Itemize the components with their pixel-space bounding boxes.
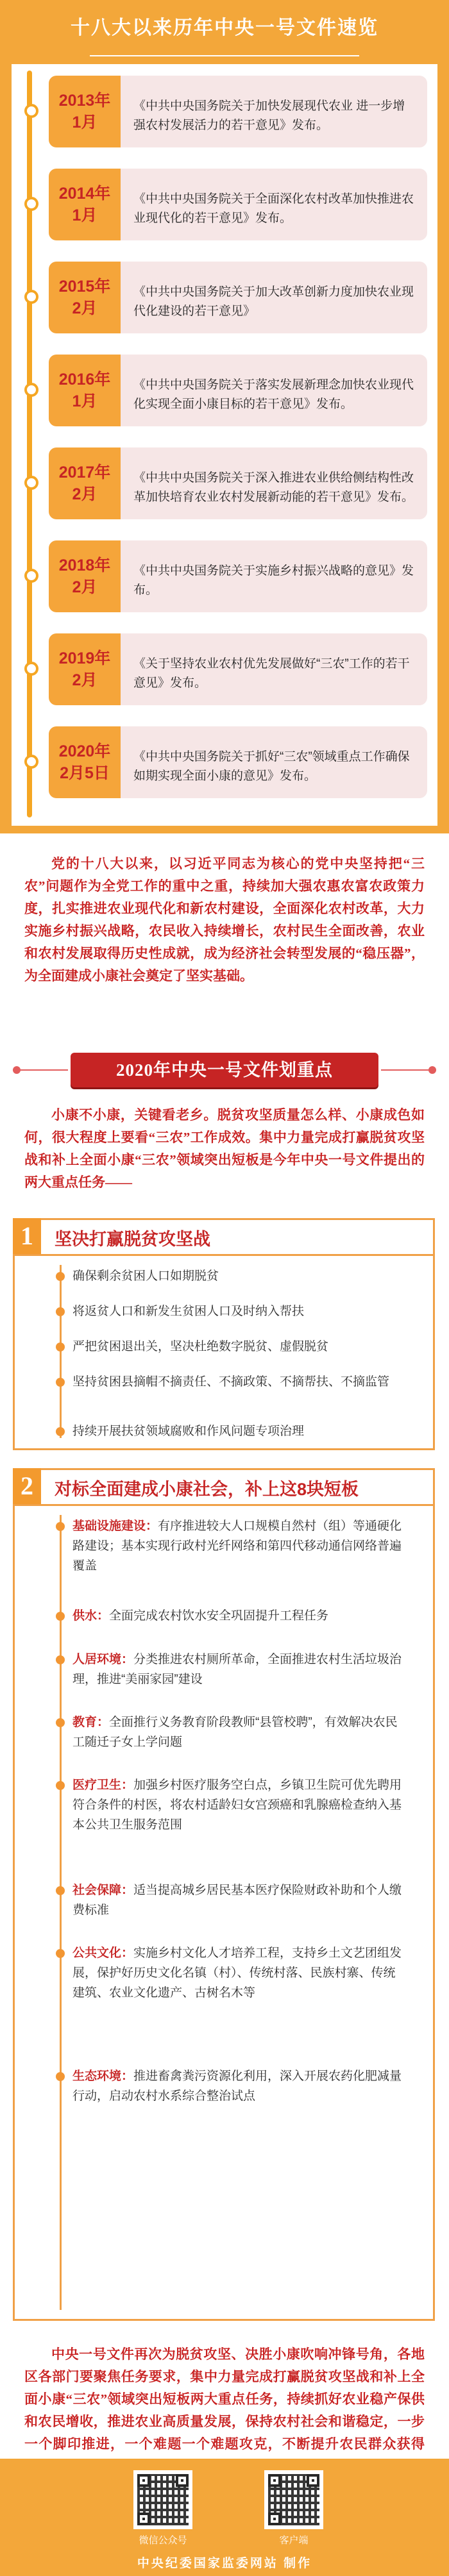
timeline-text bbox=[121, 633, 427, 705]
box1-item bbox=[72, 1421, 406, 1441]
box2-item-key: 人居环境： bbox=[72, 1653, 134, 1666]
box1-item-text: 坚持贫困县摘帽不摘责任、不摘政策、不摘帮扶、不摘监管 bbox=[72, 1375, 390, 1389]
box-bullet-line bbox=[60, 1515, 62, 2310]
wechat-qr-label: 微信公众号 bbox=[139, 2535, 187, 2546]
timeline-dot bbox=[24, 662, 38, 676]
bullet-dot bbox=[56, 1781, 65, 1790]
qr-eye bbox=[268, 2513, 281, 2525]
timeline-date bbox=[49, 169, 121, 240]
timeline-text-content: 《中共中央国务院关于加大改革创新力度加快农业现代化建设的若干意见》 bbox=[133, 285, 414, 318]
timeline-text-content: 《中共中央国务院关于实施乡村振兴战略的意见》发布。 bbox=[133, 564, 414, 597]
timeline-item bbox=[49, 169, 427, 240]
timeline-text-content: 《中共中央国务院关于落实发展新理念加快农业现代化实现全面小康目标的若干意见》发布。 bbox=[133, 378, 414, 411]
timeline-text bbox=[121, 447, 427, 519]
box-bullet-line bbox=[60, 1265, 62, 1438]
box1-item-text: 严把贫困退出关，坚决杜绝数字脱贫、虚假脱贫 bbox=[72, 1340, 329, 1353]
box2-item bbox=[72, 1775, 406, 1835]
box-divider bbox=[13, 1504, 435, 1506]
timeline-text bbox=[121, 355, 427, 426]
box1-item-text: 将返贫人口和新发生贫困人口及时纳入帮扶 bbox=[72, 1305, 305, 1318]
bullet-dot bbox=[56, 1886, 65, 1895]
qr-eye bbox=[307, 2474, 319, 2487]
timeline-date-text: 2019年 2月 bbox=[58, 649, 111, 689]
timeline-text bbox=[121, 262, 427, 333]
footer bbox=[0, 2459, 449, 2576]
box2-item-key: 生态环境： bbox=[72, 2070, 134, 2083]
intro-paragraph: 党的十八大以来，以习近平同志为核心的党中央坚持把“三农”问题作为全党工作的重中之重，持续加大强农惠农富农政策力度，扎实推进农业现代化和新农村建设，全面深化农村改革，大力实施乡村振兴战略，农民收入持续增长，农村民生全面改善，农业和农村发展取得历史性成就，成为经济社会转型发展的“稳压器”，为全面建成小康社会奠定了坚实基础。 bbox=[24, 856, 425, 983]
timeline-date-text: 2016年 1月 bbox=[58, 371, 111, 410]
title-underline bbox=[90, 55, 359, 56]
timeline-text bbox=[121, 169, 427, 240]
timeline-item bbox=[49, 76, 427, 147]
bullet-dot bbox=[56, 1378, 65, 1387]
outro-paragraph: 中央一号文件再次为脱贫攻坚、决胜小康吹响冲锋号角，各地区各部门要聚焦任务要求，集中力量完成打赢脱贫攻坚战和补上全面小康“三农”领域突出短板两大重点任务，持续抓好农业稳产保供和农民增收，推进农业高质量发展，保持农村社会和谐稳定，一步一个脚印推进，一个难题一个难题攻克，不断提升农民群众获得 bbox=[24, 2346, 425, 2452]
box2-item-key: 社会保障： bbox=[72, 1884, 134, 1897]
app-qr-label: 客户端 bbox=[279, 2535, 309, 2546]
bullet-dot bbox=[56, 1307, 65, 1316]
timeline-item bbox=[49, 262, 427, 333]
app-qr-code[interactable] bbox=[264, 2470, 323, 2529]
box2-item-text: 全面推行义务教育阶段教师“县管校聘”，有效解决农民工随迁子女上学问题 bbox=[72, 1716, 398, 1749]
box2-item-text: 加强乡村医疗服务空白点，乡镇卫生院可优先聘用符合条件的村医，将农村适龄妇女宫颈癌和乳腺癌检查纳入基本公共卫生服务范围 bbox=[72, 1778, 402, 1832]
timeline-item bbox=[49, 726, 427, 798]
timeline-date-text: 2018年 2月 bbox=[58, 556, 111, 596]
timeline-dot bbox=[24, 290, 38, 304]
timeline-section bbox=[0, 0, 449, 833]
timeline-text bbox=[121, 726, 427, 798]
box2-item-text: 推进畜禽粪污资源化利用，深入开展农药化肥减量行动，启动农村水系综合整治试点 bbox=[72, 2070, 402, 2103]
timeline-dot bbox=[24, 197, 38, 211]
box2-item bbox=[72, 1943, 406, 2003]
banner-title: 2020年中央一号文件划重点 bbox=[116, 1060, 333, 1080]
timeline-date-text: 2015年 2月 bbox=[58, 278, 111, 317]
bullet-dot bbox=[56, 1522, 65, 1531]
box-number: 2 bbox=[13, 1468, 41, 1504]
timeline-text-content: 《关于坚持农业农村优先发展做好“三农”工作的若干意见》发布。 bbox=[133, 657, 410, 690]
box2-item-text: 适当提高城乡居民基本医疗保险财政补助和个人缴费标准 bbox=[72, 1884, 402, 1917]
timeline-text-content: 《中共中央国务院关于加快发展现代农业 进一步增强农村发展活力的若干意见》发布。 bbox=[133, 99, 405, 132]
bullet-dot bbox=[56, 1342, 65, 1351]
timeline-item bbox=[49, 447, 427, 519]
timeline-text bbox=[121, 76, 427, 147]
timeline-dot bbox=[24, 476, 38, 490]
qr-eye bbox=[137, 2474, 150, 2487]
bullet-dot bbox=[56, 1655, 65, 1664]
timeline-date bbox=[49, 447, 121, 519]
timeline-date-text: 2017年 2月 bbox=[58, 464, 111, 503]
timeline-axis bbox=[27, 71, 32, 817]
box-number: 1 bbox=[13, 1218, 41, 1254]
timeline-date bbox=[49, 355, 121, 426]
box2-item-key: 医疗卫生： bbox=[72, 1778, 134, 1792]
box2-item-text: 分类推进农村厕所革命，全面推进农村生活垃圾治理，推进“美丽家园”建设 bbox=[72, 1653, 402, 1686]
page-title: 十八大以来历年中央一号文件速览 bbox=[71, 17, 378, 38]
timeline-dot bbox=[24, 383, 38, 397]
timeline-item bbox=[49, 540, 427, 612]
box2-item bbox=[72, 1650, 406, 1689]
bullet-dot bbox=[56, 1949, 65, 1958]
box2-item-text: 全面完成农村饮水安全巩固提升工程任务 bbox=[109, 1609, 329, 1623]
box-divider bbox=[13, 1254, 435, 1256]
timeline-date bbox=[49, 262, 121, 333]
bullet-dot bbox=[56, 2072, 65, 2081]
box1-item bbox=[72, 1337, 406, 1357]
footer-credit: 中央纪委国家监委网站 制作 bbox=[137, 2557, 312, 2570]
box1-item bbox=[72, 1372, 406, 1392]
box-title: 对标全面建成小康社会，补上这8块短板 bbox=[55, 1480, 359, 1499]
box2-item-key: 基础设施建设： bbox=[72, 1519, 158, 1533]
box2-item bbox=[72, 1712, 406, 1752]
timeline-date bbox=[49, 633, 121, 705]
banner-bead-left bbox=[13, 1066, 21, 1074]
timeline-date-text: 2013年 1月 bbox=[58, 92, 111, 131]
bullet-dot bbox=[56, 1718, 65, 1727]
qr-eye bbox=[137, 2513, 150, 2525]
timeline-dot bbox=[24, 569, 38, 583]
wechat-qr-code[interactable] bbox=[133, 2470, 192, 2529]
box1-item bbox=[72, 1301, 406, 1321]
box2-item-key: 公共文化： bbox=[72, 1946, 134, 1960]
box1-item bbox=[72, 1266, 406, 1286]
qr-code-pattern bbox=[268, 2474, 319, 2525]
timeline-text-content: 《中共中央国务院关于深入推进农业供给侧结构性改革加快培育农业农村发展新动能的若干意见》发布。 bbox=[133, 471, 414, 504]
timeline-date-text: 2020年 2月5日 bbox=[58, 742, 111, 782]
box2-item-text: 实施乡村文化人才培养工程，支持乡土文艺团组发展，保护好历史文化名镇（村）、传统村落、民族村寨、传统建筑、农业文化遗产、古树名木等 bbox=[72, 1946, 402, 2000]
box2-item-key: 供水： bbox=[72, 1609, 110, 1623]
box1-item-text: 持续开展扶贫领域腐败和作风问题专项治理 bbox=[72, 1425, 305, 1438]
timeline-date-text: 2014年 1月 bbox=[58, 185, 111, 224]
box-title: 坚决打赢脱贫攻坚战 bbox=[55, 1230, 210, 1249]
qr-eye bbox=[268, 2474, 281, 2487]
box2-item bbox=[72, 1516, 406, 1576]
bullet-dot bbox=[56, 1272, 65, 1281]
qr-eye bbox=[176, 2474, 189, 2487]
section2-lead: 小康不小康，关键看老乡。脱贫攻坚质量怎么样、小康成色如何，很大程度上要看“三农”工作成效。集中力量完成打赢脱贫攻坚战和补上全面小康“三农”领域突出短板是今年中央一号文件提出的两大重点任务—— bbox=[24, 1107, 425, 1190]
box2-item bbox=[72, 1880, 406, 1920]
timeline-date bbox=[49, 76, 121, 147]
section-banner bbox=[0, 1051, 449, 1090]
box2-item-key: 教育： bbox=[72, 1716, 110, 1729]
box1-item-text: 确保剩余贫困人口如期脱贫 bbox=[72, 1269, 219, 1283]
timeline-text-content: 《中共中央国务院关于全面深化农村改革加快推进农业现代化的若干意见》发布。 bbox=[133, 192, 414, 225]
task-box-2 bbox=[13, 1468, 435, 2321]
bullet-dot bbox=[56, 1612, 65, 1621]
timeline-panel bbox=[12, 64, 437, 826]
box2-item bbox=[72, 2066, 406, 2106]
box2-item bbox=[72, 1606, 406, 1626]
timeline-dot bbox=[24, 104, 38, 118]
task-box-1 bbox=[13, 1218, 435, 1450]
box2-item-text: 有序推进较大人口规模自然村（组）等通硬化路建设；基本实现行政村光纤网络和第四代移动通信网络普遍覆盖 bbox=[72, 1519, 402, 1573]
qr-code-pattern bbox=[137, 2474, 189, 2525]
bullet-dot bbox=[56, 1427, 65, 1436]
timeline-date bbox=[49, 726, 121, 798]
timeline-item bbox=[49, 633, 427, 705]
banner-bead-right bbox=[428, 1066, 436, 1074]
timeline-text bbox=[121, 540, 427, 612]
timeline-text-content: 《中共中央国务院关于抓好“三农”领域重点工作确保如期实现全面小康的意见》发布。 bbox=[133, 750, 410, 783]
timeline-date bbox=[49, 540, 121, 612]
banner-divider-left bbox=[13, 1069, 68, 1071]
timeline-dot bbox=[24, 755, 38, 769]
timeline-item bbox=[49, 355, 427, 426]
